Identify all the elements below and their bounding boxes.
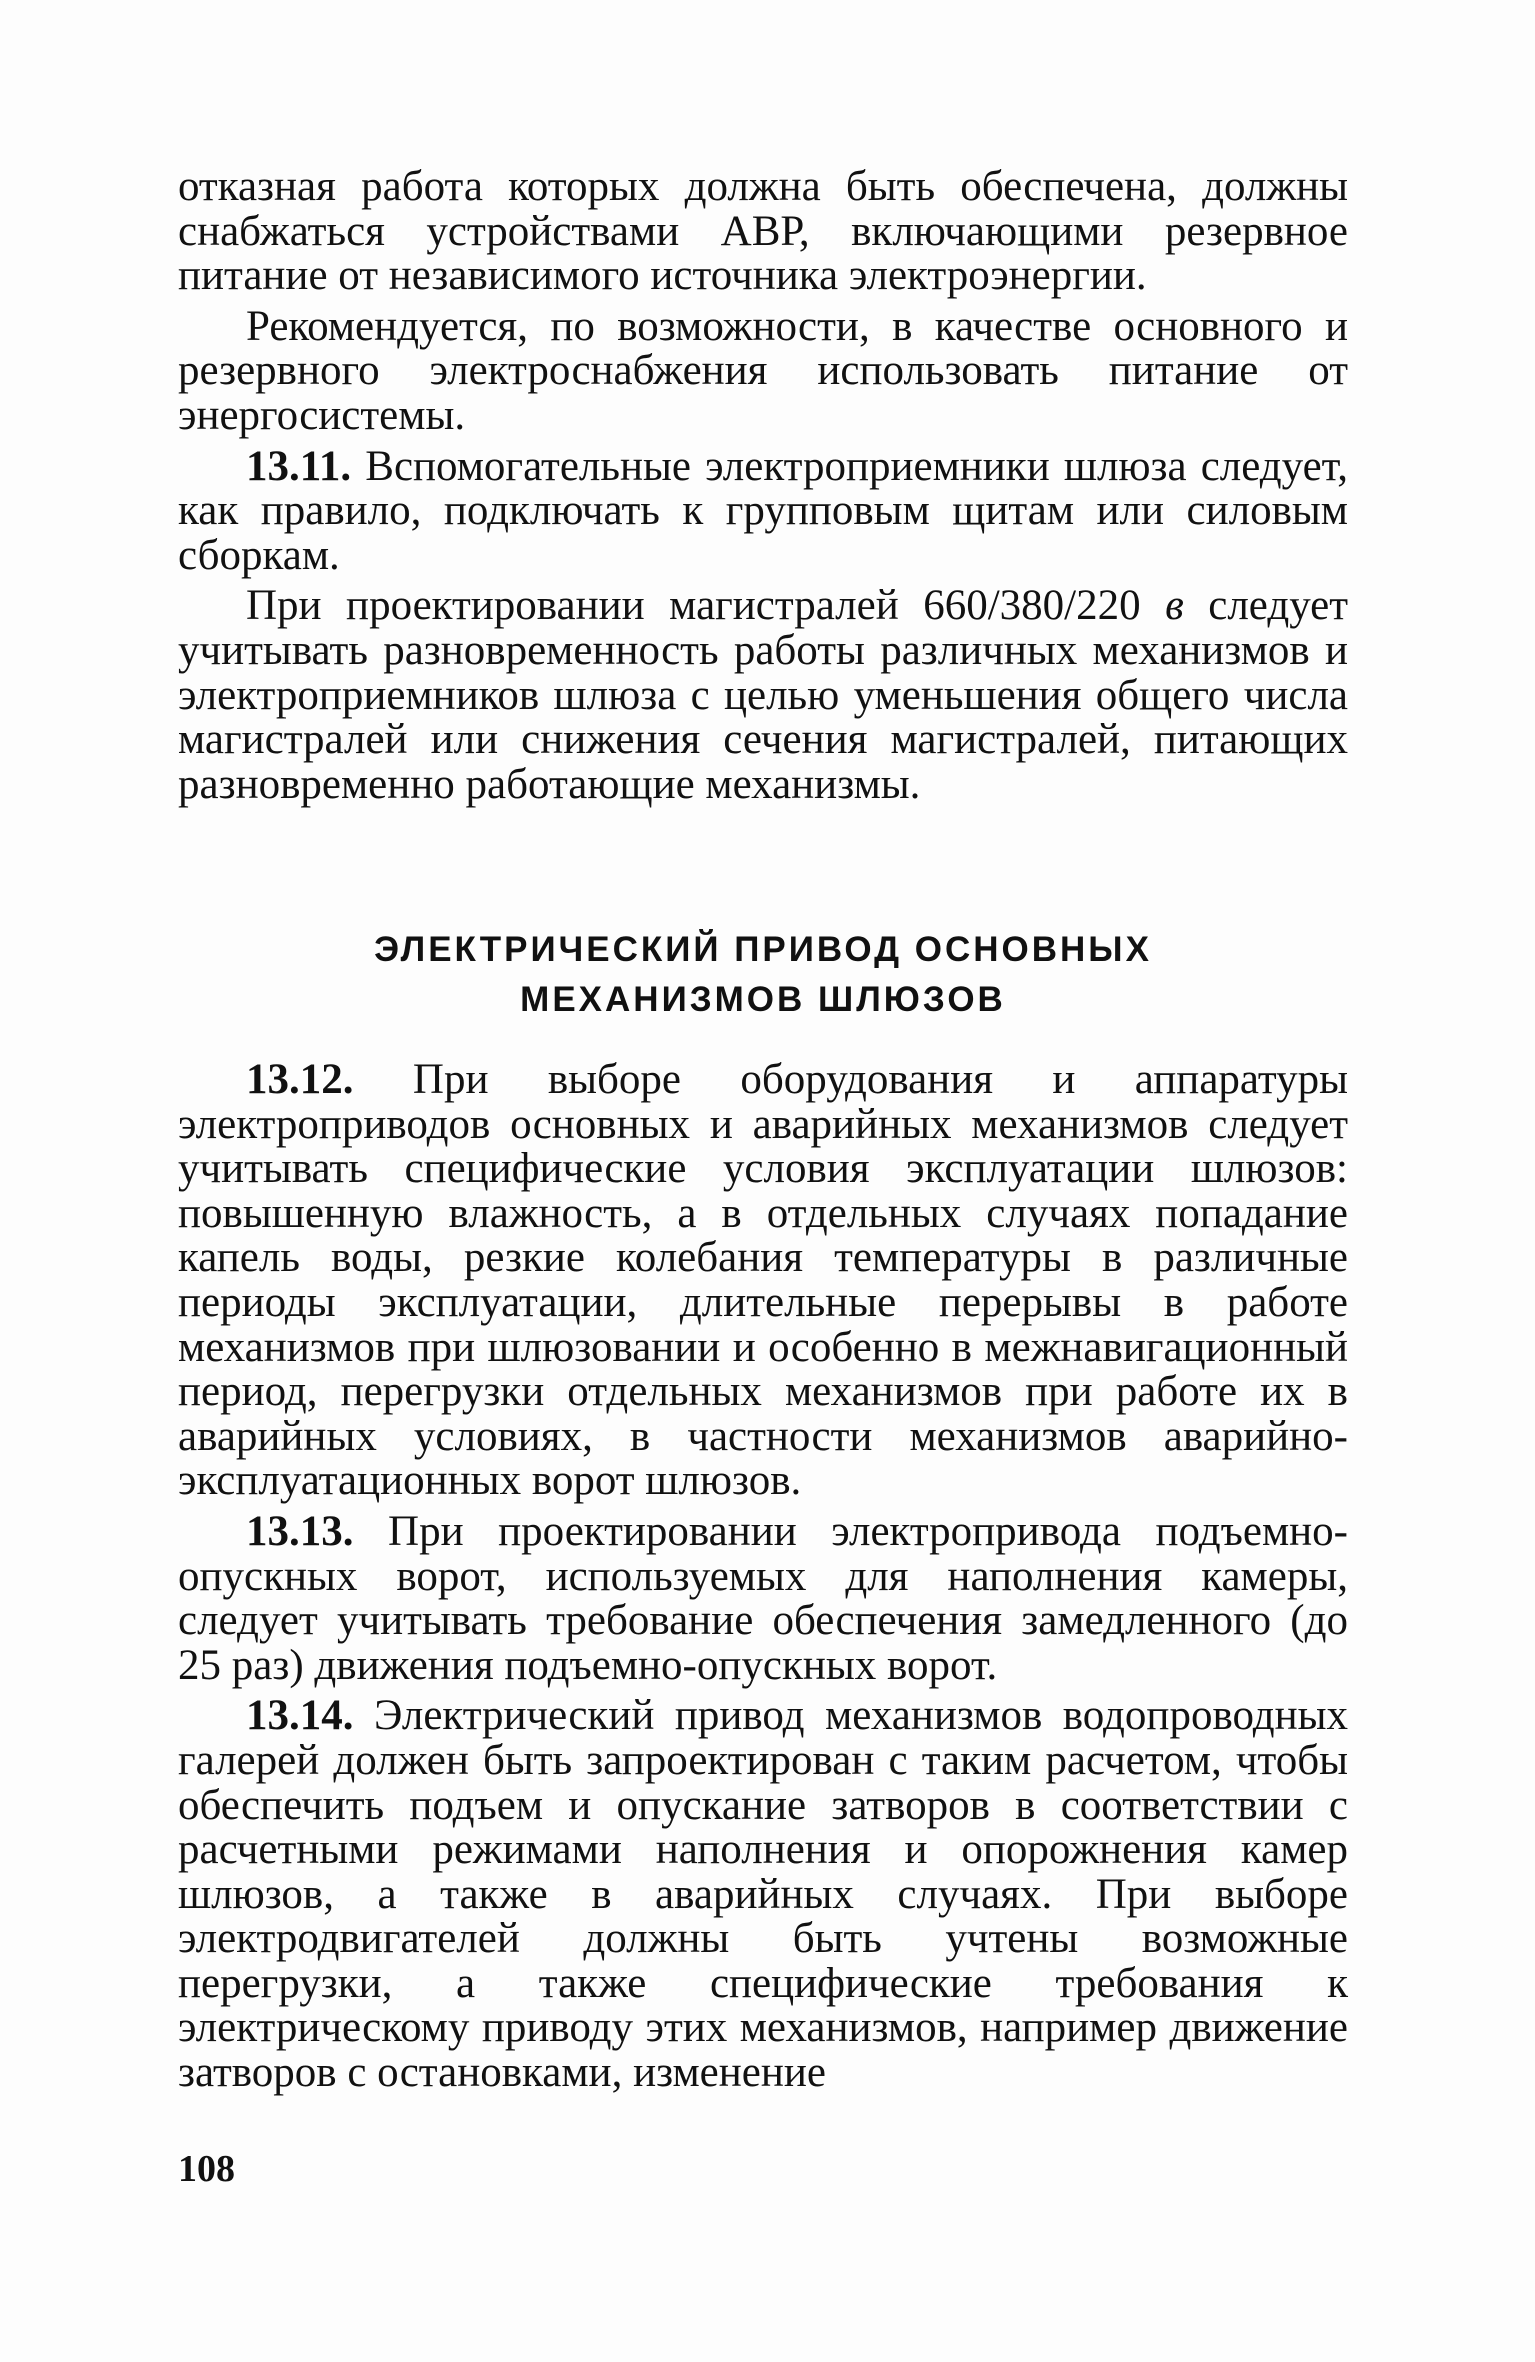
page-number: 108: [178, 2148, 235, 2190]
clause-text: Вспомогательные электроприемники шлюза следует, как правило, подключать к групповым щитам или силовым сборкам.: [178, 442, 1348, 579]
paragraph-text-part-a: При проектировании магистралей 660/380/220: [246, 582, 1166, 630]
paragraph-continuation: отказная работа которых должна быть обеспечена, должны снабжаться устройствами АВР, включающими резервное питание от независимого источника электроэнергии.: [178, 163, 1348, 300]
text-section-top: [178, 165, 1348, 813]
paragraph-13-11: [178, 442, 1348, 579]
paragraph-mains: [178, 584, 1348, 807]
paragraph-13-12: [178, 1058, 1348, 1504]
paragraph-recommendation: Рекомендуется, по возможности, в качестве основного и резервного электроснабжения использовать питание от энергосистемы.: [178, 302, 1348, 439]
clause-number: 13.11.: [246, 442, 352, 490]
clause-text: Электрический привод механизмов водопроводных галерей должен быть запроектирован с таким расчетом, чтобы обеспечить подъем и опускание затворов в соответствии с расчетными режимами наполнения и опорожнения камер шлюзов, а также в аварийных случаях. При выборе электродвигателей должны быть учтены возможные перегрузки, а также специфические требования к электрическому приводу этих механизмов, например движение затворов с остановками, изменение: [178, 1692, 1348, 2097]
italic-letter: в: [1165, 582, 1184, 630]
text-section-bottom: [178, 1058, 1348, 2102]
paragraph-13-13: [178, 1507, 1348, 1689]
section-heading: [178, 925, 1348, 1025]
heading-line-2: МЕХАНИЗМОВ ШЛЮЗОВ: [520, 980, 1006, 1019]
clause-number: 13.12.: [246, 1056, 354, 1103]
clause-number: 13.13.: [246, 1507, 354, 1555]
clause-text: При проектировании электропривода подъемно-опускных ворот, используемых для наполнения камеры, следует учитывать требование обеспечения замедленного (до 25 раз) движения подъемно-опускных ворот.: [178, 1507, 1348, 1689]
heading-line-1: ЭЛЕКТРИЧЕСКИЙ ПРИВОД ОСНОВНЫХ: [374, 930, 1152, 969]
clause-number: 13.14.: [246, 1692, 354, 1740]
paragraph-13-14: [178, 1694, 1348, 2095]
clause-text: При выборе оборудования и аппаратуры электроприводов основных и аварийных механизмов следует учитывать специфические условия эксплуатации шлюзов: повышенную влажность, а в отдельных случаях попадание капель воды, резкие колебания температуры в различные периоды эксплуатации, длительные перерывы в работе механизмов при шлюзовании и особенно в межнавигационный период, перегрузки отдельных механизмов при работе их в аварийных условиях, в частности механизмов аварийно-эксплуатационных ворот шлюзов.: [178, 1056, 1348, 1505]
paragraph-text-part-b: следует учитывать разновременность работы различных механизмов и электроприемников шлюза с целью уменьшения общего числа магистралей или снижения сечения магистралей, питающих разновременно работающие механизмы.: [178, 582, 1349, 808]
